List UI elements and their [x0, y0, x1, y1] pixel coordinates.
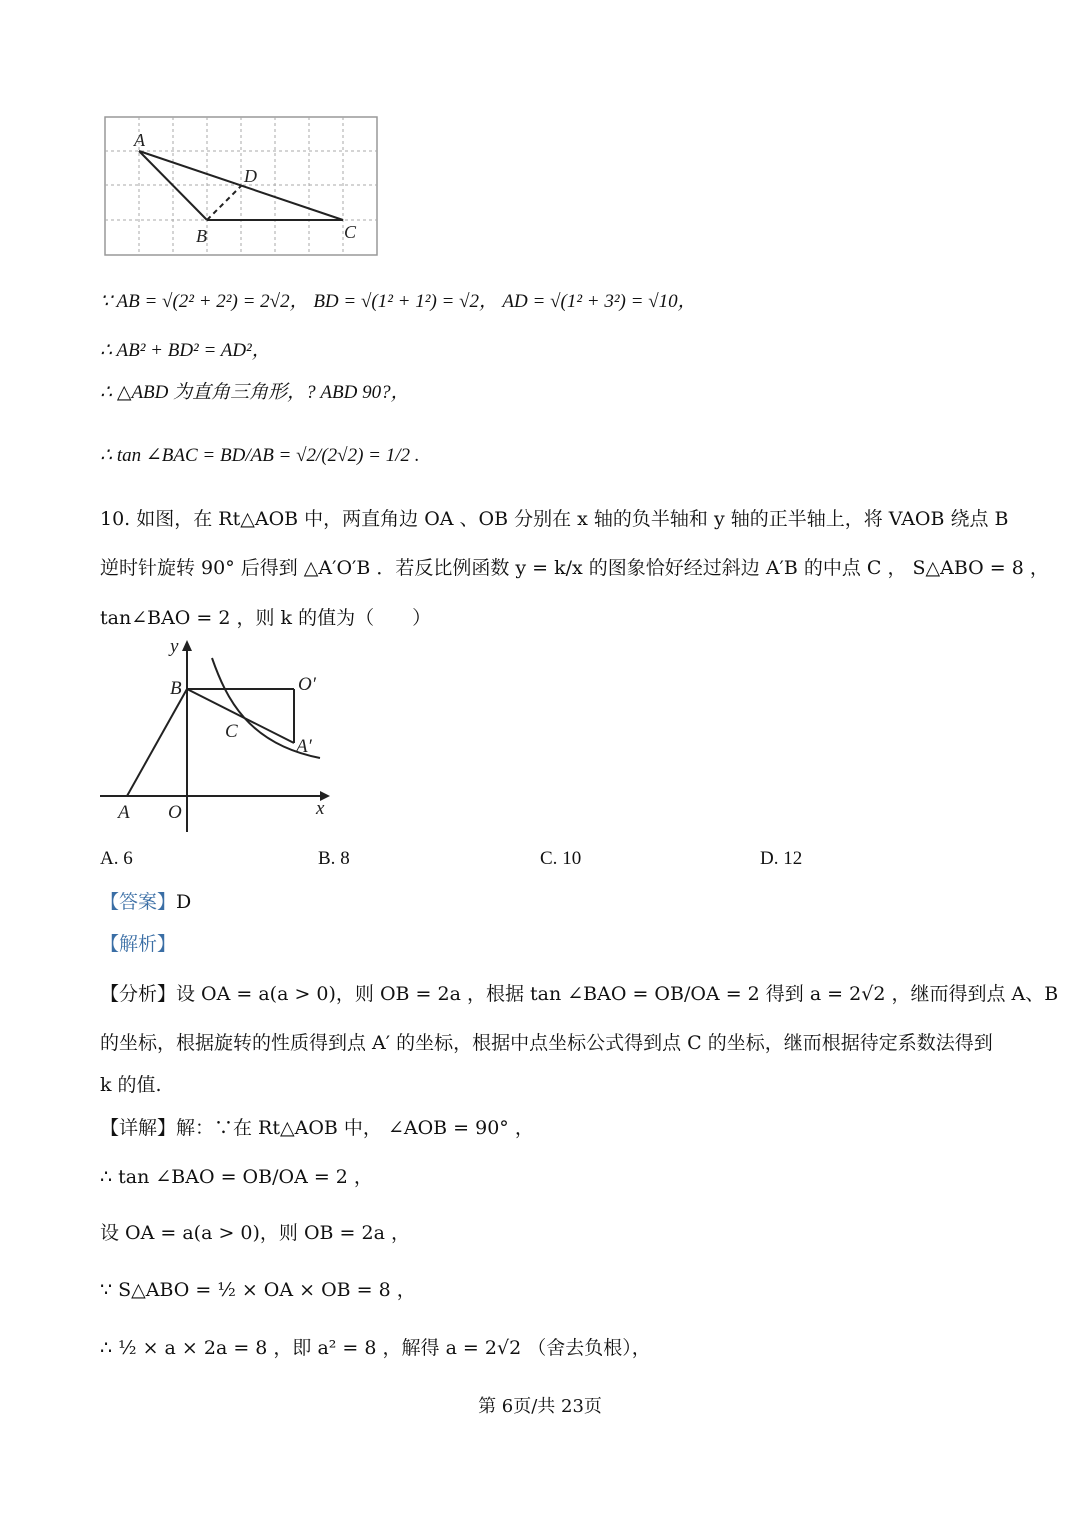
proof-line-4: ∴ tan ∠BAC = BD/AB = √2/(2√2) = 1/2 . [100, 445, 420, 466]
segment-ba-prime [187, 689, 294, 743]
label-o-prime: O′ [298, 674, 316, 695]
segment-bd [207, 186, 241, 220]
option-c[interactable]: C. 10 [540, 848, 582, 869]
detail-line-2: ∴ tan ∠BAO = OB/OA = 2 ， [100, 1166, 373, 1188]
detail-line-3: 设 OA = a(a > 0)，则 OB = 2a ， [100, 1222, 410, 1244]
analysis-line-2: 的坐标，根据旋转的性质得到点 A′ 的坐标，根据中点坐标公式得到点 C 的坐标，继而根据待定系数法得到 [100, 1032, 993, 1054]
question-line-3: tan∠BAO = 2 ，则 k 的值为（ ） [100, 607, 432, 629]
detail-line-1: 【详解】解：∵在 Rt△AOB 中， ∠AOB = 90° ， [100, 1117, 534, 1139]
label-c: C [225, 721, 238, 742]
analysis-heading: 【解析】 [100, 933, 177, 955]
question-line-1 [100, 507, 1009, 531]
label-c: C [344, 222, 357, 242]
question-number: 10. [100, 508, 131, 530]
label-y: y [170, 636, 179, 657]
detail-line-4: ∵ S△ABO = ½ × OA × OB = 8 ， [100, 1279, 416, 1301]
detail-tag: 【详解】 [100, 1117, 177, 1139]
answer-line [100, 890, 191, 914]
y-axis-arrow-icon [182, 640, 192, 651]
analysis-tag: 【分析】 [100, 983, 177, 1005]
label-o: O [168, 802, 182, 823]
proof-line-3: ∴ △ABD 为直角三角形，? ABD 90?， [100, 382, 410, 403]
label-b: B [196, 226, 207, 246]
segment-ab [127, 689, 187, 796]
grid-triangle-figure [104, 116, 380, 258]
label-a: A [118, 802, 130, 823]
label-a-prime: A′ [296, 736, 312, 757]
analysis-line-3: k 的值. [100, 1074, 162, 1096]
proof-line-2: ∴ AB² + BD² = AD²， [100, 340, 271, 361]
label-a: A [134, 130, 145, 150]
label-x: x [316, 798, 325, 819]
question-line-2: 逆时针旋转 90° 后得到 △A′O′B ．若反比例函数 y = k/x 的图象恰好经过斜边 A′B 的中点 C ， S△ABO = 8 ， [100, 557, 1049, 579]
label-b: B [170, 678, 182, 699]
option-d[interactable]: D. 12 [760, 848, 803, 869]
detail-line-5: ∴ ½ × a × 2a = 8 ，即 a² = 8 ，解得 a = 2√2 （舍去负根）， [100, 1337, 651, 1359]
label-d: D [244, 166, 257, 186]
question-text-1: 如图，在 Rt△AOB 中，两直角边 OA 、OB 分别在 x 轴的负半轴和 y 轴的正半轴上，将 VAOB 绕点 B [136, 508, 1009, 530]
coordinate-figure [98, 636, 338, 841]
page-footer: 第 6页/共 23页 [478, 1396, 602, 1417]
option-a[interactable]: A. 6 [100, 848, 133, 869]
proof-line-1: ∵ AB = √(2² + 2²) = 2√2， BD = √(1² + 1²) = √2， AD = √(1² + 3²) = √10， [100, 291, 697, 312]
option-b[interactable]: B. 8 [318, 848, 350, 869]
analysis-line-1: 【分析】设 OA = a(a > 0)，则 OB = 2a ，根据 tan ∠BAO = OB/OA = 2 得到 a = 2√2 ，继而得到点 A、B [100, 983, 1059, 1005]
answer-value: D [176, 891, 192, 913]
answer-tag: 【答案】 [100, 891, 177, 913]
